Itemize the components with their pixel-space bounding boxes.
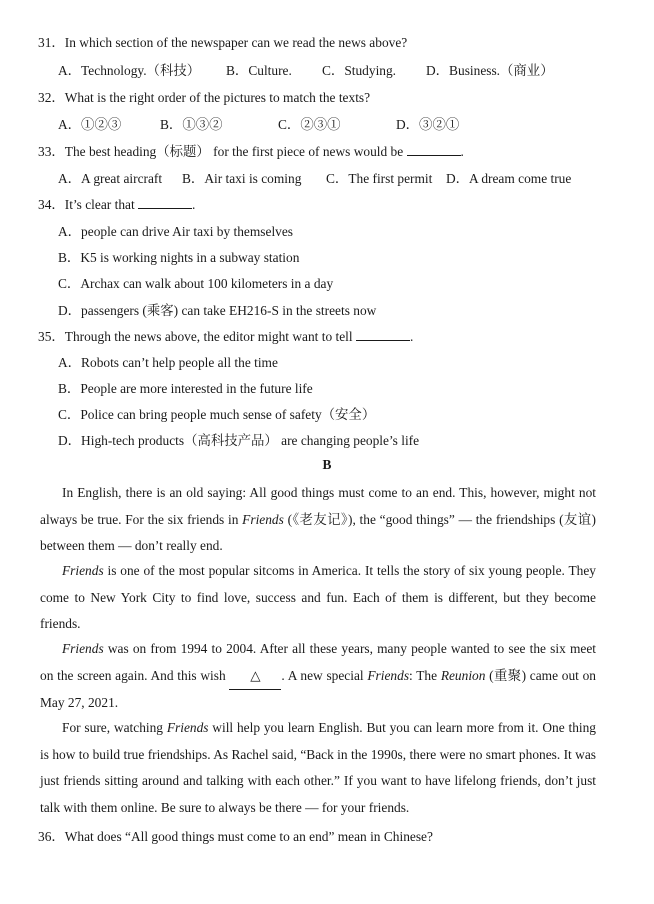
paragraph-text: (《老友记》), the “good things” — the friendships (友谊) between them — don’t really end. (40, 511, 596, 553)
question-33-options (58, 168, 571, 187)
passage-paragraph-2 (40, 558, 596, 638)
question-35-period: . (409, 329, 414, 344)
option-d: D．High-tech products（高科技产品） are changing people’s life (58, 433, 420, 448)
passage-paragraph-1 (40, 480, 596, 560)
paragraph-text: . A new special (281, 667, 368, 683)
option-d: D．passengers (乘客) can take EH216-S in the streets now (58, 303, 377, 318)
option-b: B．K5 is working nights in a subway station (58, 250, 300, 265)
option-b: B．People are more interested in the future life (58, 381, 313, 396)
paragraph-text: (重聚) came out on May 27, 2021. (40, 667, 596, 710)
option-b: B．Culture. (226, 63, 292, 78)
option-c: C．The first permit (326, 171, 433, 186)
question-32-stem: 32．What is the right order of the pictures to match the texts? (38, 90, 371, 105)
question-33-stem (38, 141, 464, 160)
question-33-text: 33．The best heading（标题） for the first piece of news would be (38, 144, 404, 159)
option-b: B．①③② (160, 117, 223, 132)
passage-paragraph-3 (40, 636, 596, 717)
answer-blank (356, 328, 410, 341)
question-34-period: . (192, 197, 196, 212)
paragraph-text: For sure, watching (62, 720, 167, 735)
question-34-text: 34．It’s clear that (38, 197, 135, 212)
section-heading: B (322, 457, 332, 472)
option-d: D．③②① (396, 117, 460, 132)
title-italic: Friends (62, 641, 104, 656)
answer-blank (407, 143, 461, 156)
passage-paragraph-4 (40, 715, 596, 821)
paragraph-text: In English, there is an old saying: All good things must come to an end. This, however, might not always be true. For the six friends in (40, 485, 596, 527)
question-35-stem (38, 326, 413, 345)
question-33-period: . (460, 144, 464, 159)
paragraph-text: will help you learn English. But you can learn more from it. One thing is how to build true friendships. As Rachel said, “Back in the 1990s, there were no smart phones. It was just friends sitting around and talking with each other.” If you want to have lifelong friends, don’t just talk with them online. Be sure to always be there — for your friends. (40, 720, 596, 815)
option-a: A．Robots can’t help people all the time (58, 355, 278, 370)
question-31-options (58, 60, 554, 79)
title-italic: Friends (166, 720, 209, 735)
question-36-stem: 36．What does “All good things must come to an end” mean in Chinese? (38, 829, 433, 844)
paragraph-text: is one of the most popular sitcoms in America. It tells the story of six young people. They come to New York City to find love, success and fun. Each of them is different, but they become friends. (40, 563, 596, 631)
paragraph-text: was on from 1994 to 2004. After all these years, many people wanted to see the six meet on the screen again. And this wish (40, 641, 596, 683)
triangle-blank: △ (229, 663, 281, 691)
question-35-text: 35．Through the news above, the editor might want to tell (38, 329, 353, 344)
option-d: D．A dream come true (446, 171, 572, 186)
option-a: A．Technology.（科技） (58, 63, 201, 78)
option-a: A．people can drive Air taxi by themselves (58, 224, 294, 239)
title-italic: Friends (62, 563, 104, 578)
paragraph-text: : The (409, 667, 441, 683)
title-italic: Friends (242, 511, 284, 527)
option-c: C．Police can bring people much sense of safety（安全） (58, 407, 376, 422)
option-a: A．①②③ (58, 117, 122, 132)
option-b: B．Air taxi is coming (182, 171, 302, 186)
answer-blank (138, 196, 192, 209)
question-32-options (58, 114, 459, 133)
question-34-stem (38, 194, 195, 213)
option-c: C．Archax can walk about 100 kilometers in a day (58, 276, 334, 291)
option-c: C．Studying. (322, 63, 397, 78)
option-c: C．②③① (278, 117, 341, 132)
title-italic: Reunion (440, 667, 486, 683)
question-31-stem: 31．In which section of the newspaper can we read the news above? (38, 35, 408, 50)
option-d: D．Business.（商业） (426, 63, 554, 78)
title-italic: Friends (367, 667, 410, 683)
option-a: A．A great aircraft (58, 171, 163, 186)
